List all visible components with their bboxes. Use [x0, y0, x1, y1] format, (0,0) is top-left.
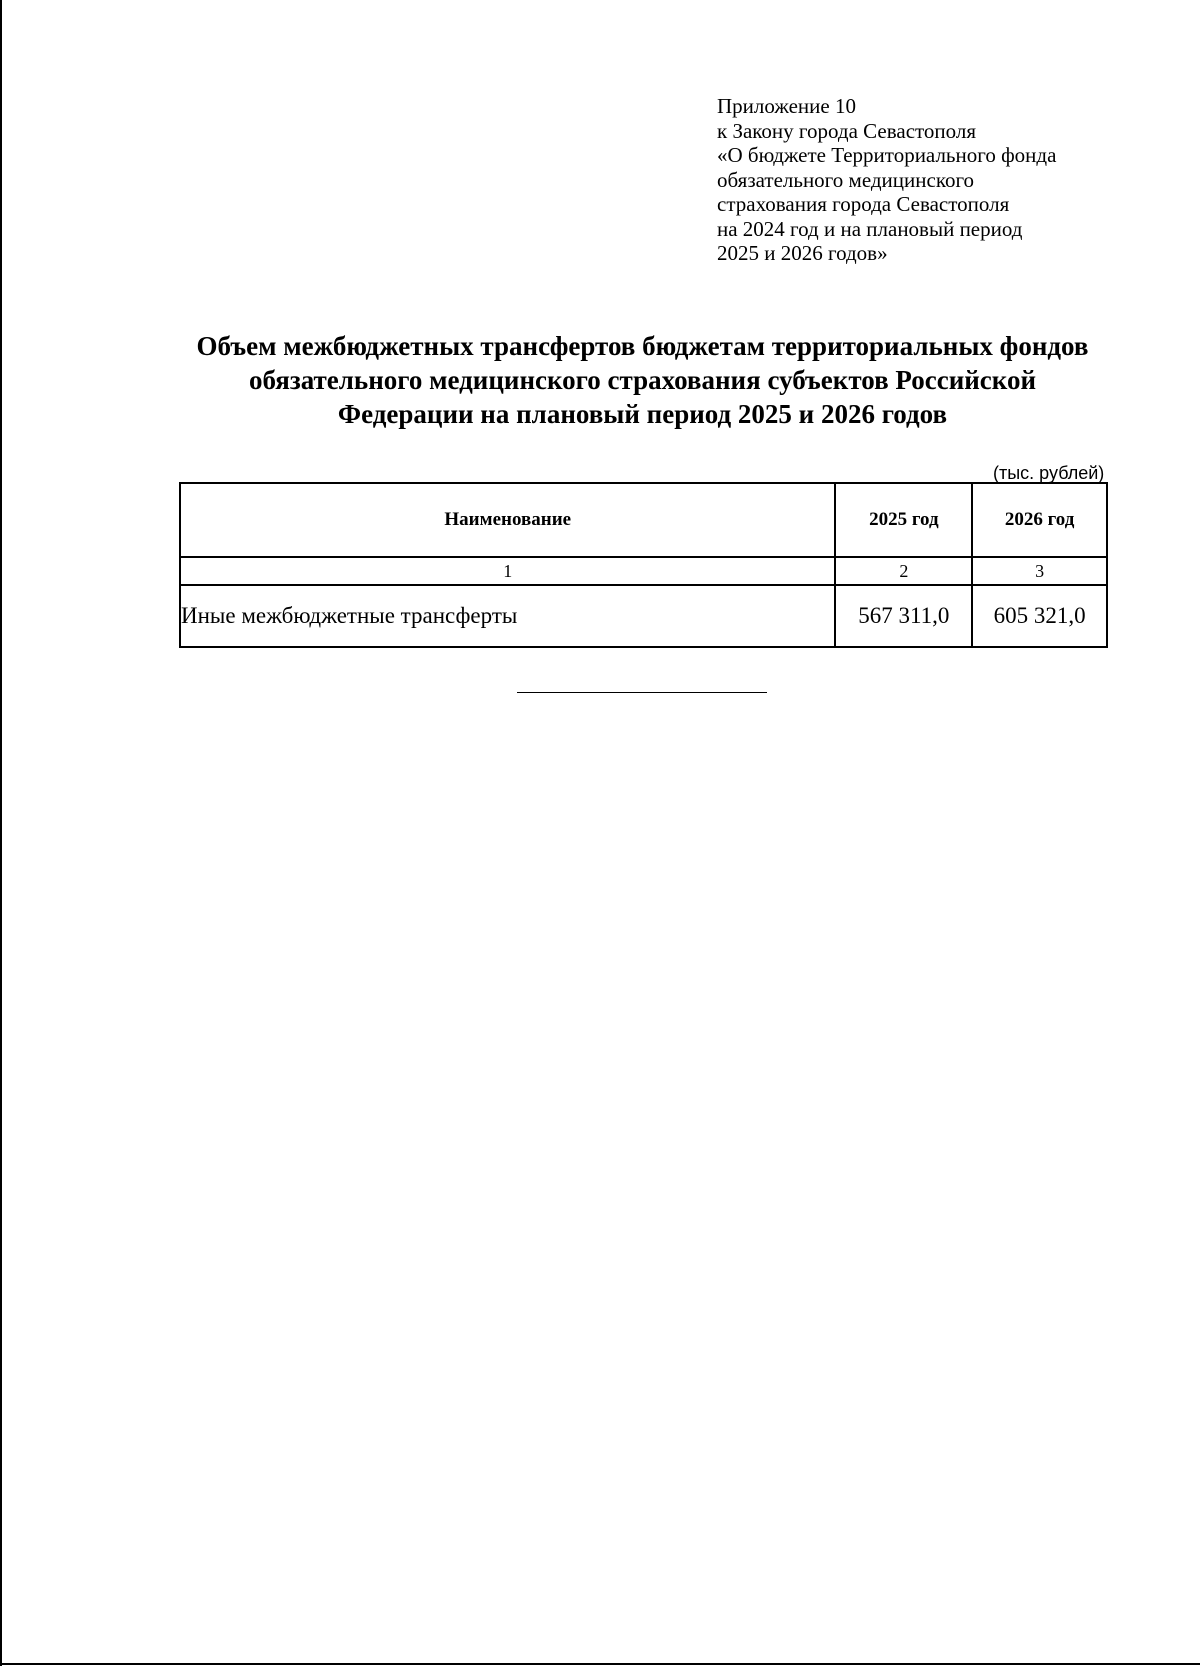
title-line: Федерации на плановый период 2025 и 2026 годов: [337, 399, 948, 429]
annex-line: «О бюджете Территориального фонда: [717, 143, 1057, 167]
annex-line: на 2024 год и на плановый период: [717, 216, 1023, 241]
header-2025: 2025 год: [835, 483, 972, 557]
title-line: Объем межбюджетных трансфертов бюджетам территориальных фондов: [196, 331, 1089, 361]
value-2026: 605 321,0: [972, 585, 1107, 647]
annex-line: Приложение 10: [717, 94, 856, 118]
end-separator-line: [517, 692, 767, 693]
table-header-row: [180, 483, 1107, 557]
column-number-row: [180, 557, 1107, 585]
transfers-table: [179, 482, 1108, 648]
annex-line: 2025 и 2026 годов»: [717, 241, 888, 265]
column-number: 3: [972, 557, 1107, 585]
document-title: [160, 329, 1125, 431]
value-2025: 567 311,0: [835, 585, 972, 647]
page-border-bottom: [0, 1663, 1200, 1665]
page-border-left: [0, 0, 2, 1666]
title-line: обязательного медицинского страхования субъектов Российской: [248, 365, 1037, 395]
table-row: [180, 585, 1107, 647]
annex-line: обязательного медицинского: [717, 167, 975, 192]
header-name: Наименование: [180, 483, 835, 557]
column-number: 2: [835, 557, 972, 585]
header-2026: 2026 год: [972, 483, 1107, 557]
column-number: 1: [180, 557, 835, 585]
annex-block: [717, 94, 1157, 266]
row-name: Иные межбюджетные трансферты: [180, 585, 835, 647]
annex-line: к Закону города Севастополя: [717, 118, 977, 143]
units-label: (тыс. рублей): [993, 463, 1105, 483]
annex-line: страхования города Севастополя: [717, 192, 1010, 216]
